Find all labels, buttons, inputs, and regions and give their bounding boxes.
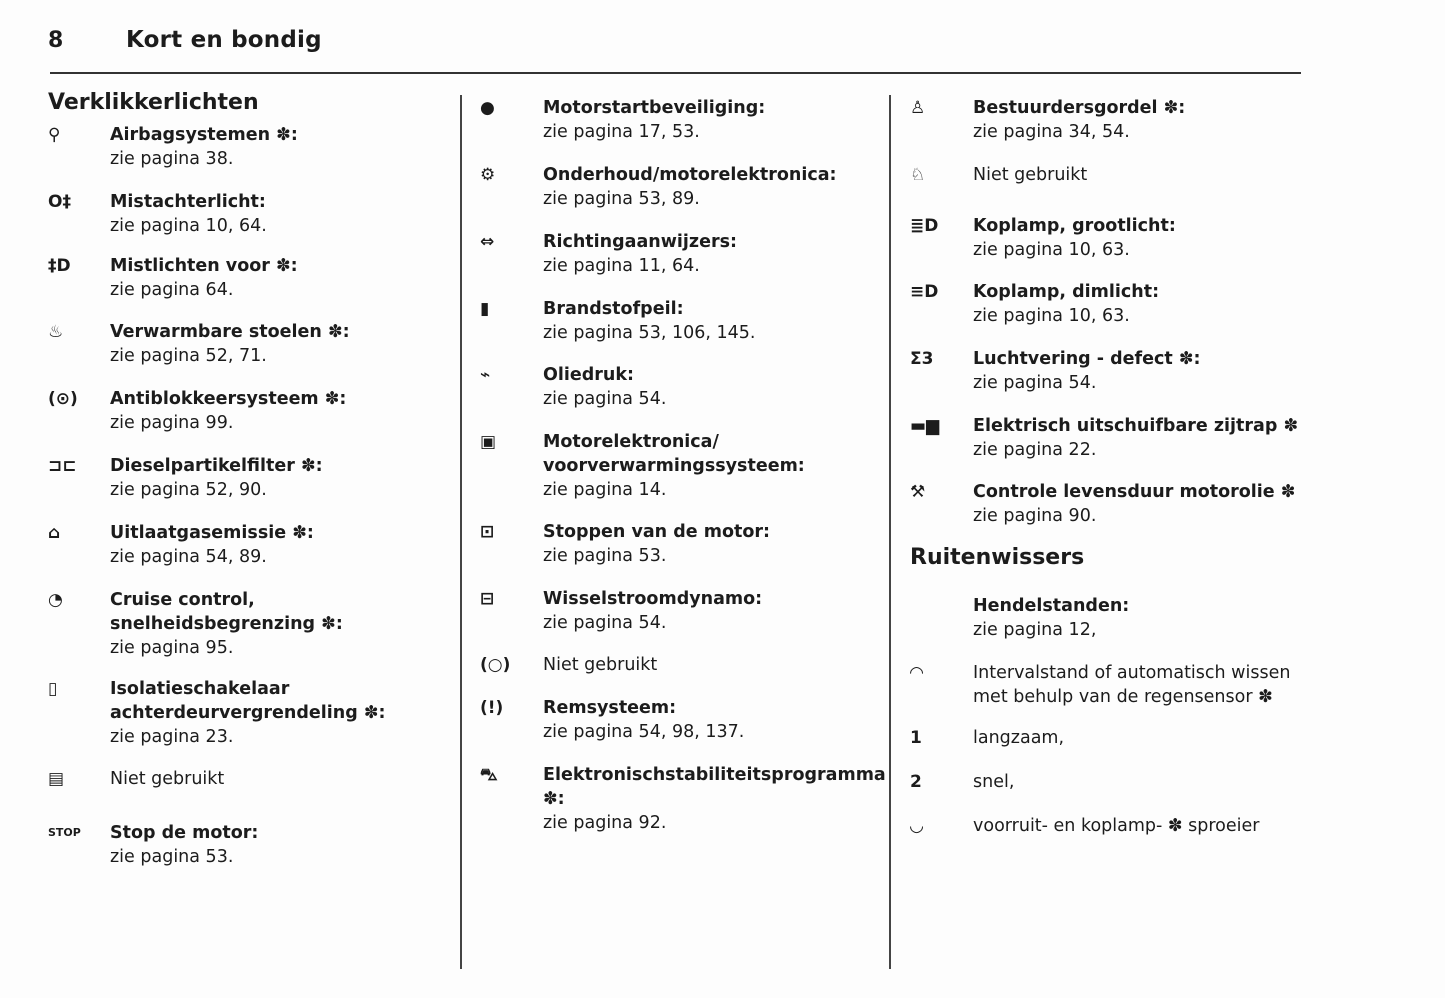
item-text — [973, 726, 1064, 750]
low-beam-icon: ≡D — [910, 282, 939, 302]
item-reference: snel, — [973, 772, 1015, 792]
item-reference: zie pagina 17, 53. — [543, 122, 700, 142]
item-text — [110, 588, 343, 660]
list-item — [48, 123, 298, 171]
item-title: Antiblokkeersysteem ✽: — [110, 389, 347, 409]
list-item — [910, 163, 1087, 187]
item-reference: Niet gebruikt — [973, 165, 1088, 185]
item-reference: zie pagina 10, 63. — [973, 240, 1130, 260]
list-item — [910, 96, 1185, 144]
list-item — [910, 726, 1064, 750]
item-text — [973, 480, 1295, 528]
list-item — [480, 163, 837, 211]
service-icon: ⚙ — [480, 165, 496, 185]
item-text — [110, 387, 346, 435]
item-title: Stop de motor: — [110, 823, 259, 843]
item-reference: zie pagina 90. — [973, 506, 1097, 526]
item-text — [543, 96, 765, 144]
item-text — [110, 320, 350, 368]
list-item — [48, 387, 346, 435]
item-text — [973, 414, 1298, 462]
item-title: Elektronischstabiliteitsprogramma — [543, 765, 886, 785]
item-title: Hendelstanden: — [973, 596, 1130, 616]
item-text — [110, 123, 298, 171]
item-text — [973, 661, 1290, 709]
item-reference: Niet gebruikt — [543, 655, 658, 675]
item-text — [973, 347, 1201, 395]
item-text — [973, 280, 1159, 328]
item-text — [110, 677, 386, 749]
item-title: achterdeurvergrendeling ✽: — [110, 703, 386, 723]
list-item — [480, 763, 886, 835]
item-text — [110, 767, 224, 791]
list-item — [910, 661, 1290, 709]
list-item — [48, 454, 323, 502]
list-item — [480, 96, 765, 144]
item-title: Motorelektronica/ — [543, 432, 719, 452]
item-reference: zie pagina 54. — [543, 389, 667, 409]
list-item — [480, 653, 657, 677]
item-text — [543, 587, 762, 635]
item-text — [543, 520, 770, 568]
header-divider — [50, 72, 1301, 74]
item-reference: zie pagina 92. — [543, 813, 667, 833]
item-title: voorverwarmingssysteem: — [543, 456, 805, 476]
item-title: Oliedruk: — [543, 365, 634, 385]
list-item — [480, 520, 770, 568]
heated-seat-icon: ♨ — [48, 322, 64, 342]
item-title: Mistachterlicht: — [110, 192, 266, 212]
list-item — [910, 814, 1259, 838]
rear-fog-light-icon: O‡ — [48, 192, 71, 212]
list-item — [48, 821, 258, 869]
item-text — [110, 521, 314, 569]
item-reference: zie pagina 38. — [110, 149, 234, 169]
item-reference: zie pagina 99. — [110, 413, 234, 433]
item-reference: zie pagina 23. — [110, 727, 234, 747]
list-number: 2 — [910, 772, 922, 792]
item-text — [973, 163, 1087, 187]
high-beam-icon: ≣D — [910, 216, 939, 236]
list-item — [910, 214, 1176, 262]
list-item — [910, 280, 1159, 328]
item-reference: zie pagina 53, 89. — [543, 189, 700, 209]
exhaust-emission-icon: ⌂ — [48, 523, 61, 543]
battery-icon: ⊟ — [480, 589, 495, 609]
item-reference: zie pagina 10, 63. — [973, 306, 1130, 326]
item-reference: zie pagina 53. — [110, 847, 234, 867]
item-reference: Niet gebruikt — [110, 769, 225, 789]
item-text — [973, 594, 1129, 642]
item-text — [973, 770, 1014, 794]
item-text — [110, 454, 323, 502]
item-text — [543, 163, 837, 211]
brake-system-icon: (!) — [480, 698, 504, 718]
list-item — [910, 770, 1014, 794]
item-reference: voorruit- en koplamp- ✽ sproeier — [973, 816, 1260, 836]
rear-door-lock-icon: ▯ — [48, 679, 58, 699]
item-text — [543, 763, 886, 835]
item-reference: zie pagina 52, 90. — [110, 480, 267, 500]
door-icon: ▤ — [48, 769, 65, 789]
airbag-icon: ⚲ — [48, 125, 61, 145]
side-step-icon: ▬▆ — [910, 416, 940, 436]
airbag-off-icon: ♘ — [910, 165, 926, 185]
list-item — [480, 430, 805, 502]
wrench-icon: ⚒ — [910, 482, 926, 502]
cruise-control-icon: ◔ — [48, 590, 63, 610]
item-title: Koplamp, dimlicht: — [973, 282, 1160, 302]
item-title: ✽: — [543, 789, 565, 809]
item-text — [973, 814, 1259, 838]
item-text — [543, 430, 805, 502]
item-title: Motorstartbeveiliging: — [543, 98, 766, 118]
column-divider — [460, 95, 462, 969]
item-title: Elektrisch uitschuifbare zijtrap ✽ — [973, 416, 1299, 436]
item-reference: met behulp van de regensensor ✽ — [973, 687, 1273, 707]
item-reference: zie pagina 54, 89. — [110, 547, 267, 567]
item-reference: zie pagina 11, 64. — [543, 256, 700, 276]
item-reference: zie pagina 54, 98, 137. — [543, 722, 745, 742]
item-reference: zie pagina 64. — [110, 280, 234, 300]
item-reference: zie pagina 53, 106, 145. — [543, 323, 756, 343]
list-item — [480, 297, 755, 345]
diesel-particle-filter-icon: ⊐⊏ — [48, 456, 77, 476]
list-item — [910, 480, 1295, 528]
list-item — [48, 677, 386, 749]
list-item — [910, 414, 1298, 462]
item-reference: zie pagina 34, 54. — [973, 122, 1130, 142]
list-item — [48, 190, 267, 238]
list-number: 1 — [910, 728, 922, 748]
item-text — [110, 190, 267, 238]
page-number: 8 — [48, 28, 64, 53]
item-reference: zie pagina 54. — [973, 373, 1097, 393]
brake-pad-icon: (○) — [480, 655, 511, 675]
item-title: Controle levensduur motorolie ✽ — [973, 482, 1296, 502]
item-title: Uitlaatgasemissie ✽: — [110, 523, 314, 543]
list-item — [910, 347, 1201, 395]
list-item — [48, 588, 343, 660]
item-title: Cruise control, — [110, 590, 255, 610]
item-title: Remsysteem: — [543, 698, 677, 718]
turn-signal-icon: ⇔ — [480, 232, 495, 252]
item-reference: Intervalstand of automatisch wissen — [973, 663, 1291, 683]
item-text — [543, 363, 666, 411]
item-reference: zie pagina 53. — [543, 546, 667, 566]
item-text — [973, 214, 1176, 262]
section-heading-ruitenwissers: Ruitenwissers — [910, 545, 1085, 570]
item-text — [110, 254, 298, 302]
glow-plug-icon: ▣ — [480, 432, 497, 452]
oil-pressure-icon: ⌁ — [480, 365, 491, 385]
item-reference: zie pagina 54. — [543, 613, 667, 633]
item-title: Stoppen van de motor: — [543, 522, 770, 542]
air-suspension-icon: Σ3 — [910, 349, 934, 369]
list-item — [48, 320, 350, 368]
item-text — [543, 653, 657, 677]
item-title: Richtingaanwijzers: — [543, 232, 737, 252]
list-item — [48, 254, 298, 302]
item-text — [543, 297, 755, 345]
section-heading-verklikkerlichten: Verklikkerlichten — [48, 90, 259, 115]
list-item — [48, 767, 224, 791]
list-item — [910, 594, 1129, 642]
washer-icon: ◡ — [910, 816, 924, 836]
item-title: Wisselstroomdynamo: — [543, 589, 763, 609]
item-title: Brandstofpeil: — [543, 299, 684, 319]
column-divider — [889, 95, 891, 969]
fuel-icon: ▮ — [480, 299, 490, 319]
item-text — [110, 821, 258, 869]
item-reference: zie pagina 10, 64. — [110, 216, 267, 236]
item-title: Luchtvering - defect ✽: — [973, 349, 1201, 369]
item-reference: zie pagina 52, 71. — [110, 346, 267, 366]
item-title: Dieselpartikelfilter ✽: — [110, 456, 323, 476]
item-title: Mistlichten voor ✽: — [110, 256, 298, 276]
item-title: Isolatieschakelaar — [110, 679, 290, 699]
list-item — [48, 521, 314, 569]
item-title: Koplamp, grootlicht: — [973, 216, 1176, 236]
front-fog-light-icon: ‡D — [48, 256, 71, 276]
stop-icon: STOP — [48, 826, 81, 839]
item-reference: zie pagina 22. — [973, 440, 1097, 460]
item-title: snelheidsbegrenzing ✽: — [110, 614, 343, 634]
item-reference: zie pagina 12, — [973, 620, 1097, 640]
esp-icon: ⛍ — [480, 765, 498, 785]
item-text — [973, 96, 1185, 144]
item-title: Bestuurdersgordel ✽: — [973, 98, 1186, 118]
list-item — [480, 230, 737, 278]
item-text — [543, 696, 744, 744]
item-title: Onderhoud/motorelektronica: — [543, 165, 837, 185]
wiper-interval-icon: ◠ — [910, 663, 924, 683]
seatbelt-icon: ♙ — [910, 98, 926, 118]
engine-stop-icon: ⊡ — [480, 522, 495, 542]
item-text — [543, 230, 737, 278]
abs-icon: (⊙) — [48, 389, 78, 409]
list-item — [480, 587, 762, 635]
item-reference: langzaam, — [973, 728, 1065, 748]
list-item — [480, 696, 744, 744]
item-reference: zie pagina 95. — [110, 638, 234, 658]
item-reference: zie pagina 14. — [543, 480, 667, 500]
item-title: Verwarmbare stoelen ✽: — [110, 322, 350, 342]
list-item — [480, 363, 666, 411]
immobiliser-icon: ● — [480, 98, 495, 118]
item-title: Airbagsystemen ✽: — [110, 125, 298, 145]
page-title: Kort en bondig — [126, 27, 322, 53]
